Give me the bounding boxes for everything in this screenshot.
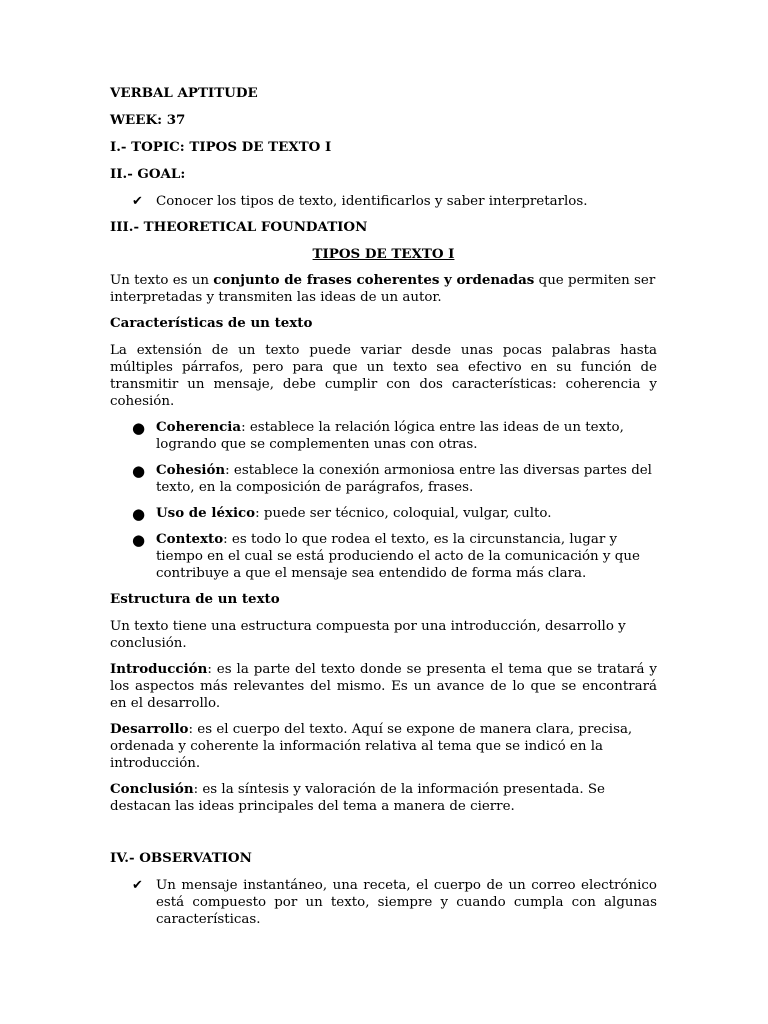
characteristics-heading: Características de un texto bbox=[110, 315, 313, 331]
goal-item-text: Conocer los tipos de texto, identificarlos y saber interpretarlos. bbox=[156, 194, 588, 209]
structure-part-introduccion bbox=[110, 661, 657, 712]
definition: : es todo lo que rodea el texto, es la circunstancia, lugar y tiempo en el cual se está produciendo el acto de la comunicación y que contribuye a que el mensaje sea entendido de forma más clara. bbox=[156, 532, 640, 581]
section-title: TIPOS DE TEXTO I bbox=[312, 246, 455, 262]
definition: : puede ser técnico, coloquial, vulgar, culto. bbox=[255, 506, 552, 521]
bullet-dot-icon: ● bbox=[132, 505, 146, 523]
definition: : establece la relación lógica entre las ideas de un texto, logrando que se complementen unas con otras. bbox=[156, 420, 624, 452]
topic-heading: I.- TOPIC: TIPOS DE TEXTO I bbox=[110, 139, 332, 155]
goal-heading: II.- GOAL: bbox=[110, 166, 186, 182]
list-item bbox=[110, 462, 657, 496]
term: Conclusión bbox=[110, 781, 194, 797]
term: Coherencia bbox=[156, 419, 242, 435]
observation-heading: IV.- OBSERVATION bbox=[110, 850, 252, 866]
bullet-dot-icon: ● bbox=[132, 419, 146, 437]
check-mark-icon: ✔ bbox=[132, 194, 143, 209]
characteristics-paragraph: La extensión de un texto puede variar desde unas pocas palabras hasta múltiples párrafos, pero para que un texto sea efectivo en su función de transmitir un mensaje, debe cumplir con dos características: coherencia y cohesión. bbox=[110, 343, 657, 409]
intro-pre: Un texto es un bbox=[110, 273, 214, 288]
term: Contexto bbox=[156, 531, 224, 547]
bullet-dot-icon: ● bbox=[132, 462, 146, 480]
observation-list bbox=[110, 877, 657, 928]
definition: : es el cuerpo del texto. Aquí se expone de manera clara, precisa, ordenada y coherente la información relativa al tema que se indicó en la introducción. bbox=[110, 722, 633, 771]
definition: : es la parte del texto donde se presenta el tema que se tratará y los aspectos más relevantes del mismo. Es un avance de lo que se encontrará en el desarrollo. bbox=[110, 662, 657, 711]
bullet-dot-icon: ● bbox=[132, 531, 146, 549]
spacer bbox=[110, 824, 657, 850]
characteristics-list bbox=[110, 419, 657, 582]
structure-paragraph: Un texto tiene una estructura compuesta por una introducción, desarrollo y conclusión. bbox=[110, 619, 626, 651]
list-item bbox=[110, 505, 657, 522]
check-mark-icon: ✔ bbox=[132, 878, 143, 893]
intro-paragraph bbox=[110, 272, 657, 306]
term: Desarrollo bbox=[110, 721, 189, 737]
structure-part-conclusion bbox=[110, 781, 657, 815]
term: Cohesión bbox=[156, 462, 226, 478]
goal-item bbox=[110, 193, 657, 210]
definition: : establece la conexión armoniosa entre las diversas partes del texto, en la composición de parágrafos, frases. bbox=[156, 463, 652, 495]
intro-bold: conjunto de frases coherentes y ordenadas bbox=[213, 272, 535, 288]
term: Uso de léxico bbox=[156, 505, 256, 521]
list-item bbox=[110, 419, 657, 453]
subject-heading: VERBAL APTITUDE bbox=[110, 85, 258, 101]
structure-heading: Estructura de un texto bbox=[110, 591, 280, 607]
intro-post: que permiten ser interpretadas y transmiten las ideas de un autor. bbox=[110, 273, 656, 305]
goal-list bbox=[110, 193, 657, 210]
foundation-heading: III.- THEORETICAL FOUNDATION bbox=[110, 219, 368, 235]
definition: : es la síntesis y valoración de la información presentada. Se destacan las ideas principales del tema a manera de cierre. bbox=[110, 782, 605, 814]
list-item bbox=[110, 531, 657, 582]
observation-item bbox=[110, 877, 657, 928]
observation-item-text: Un mensaje instantáneo, una receta, el cuerpo de un correo electrónico está compuesto por un texto, siempre y cuando cumpla con algunas características. bbox=[156, 878, 657, 927]
structure-part-desarrollo bbox=[110, 721, 657, 772]
week-heading: WEEK: 37 bbox=[110, 112, 186, 128]
term: Introducción bbox=[110, 661, 208, 677]
